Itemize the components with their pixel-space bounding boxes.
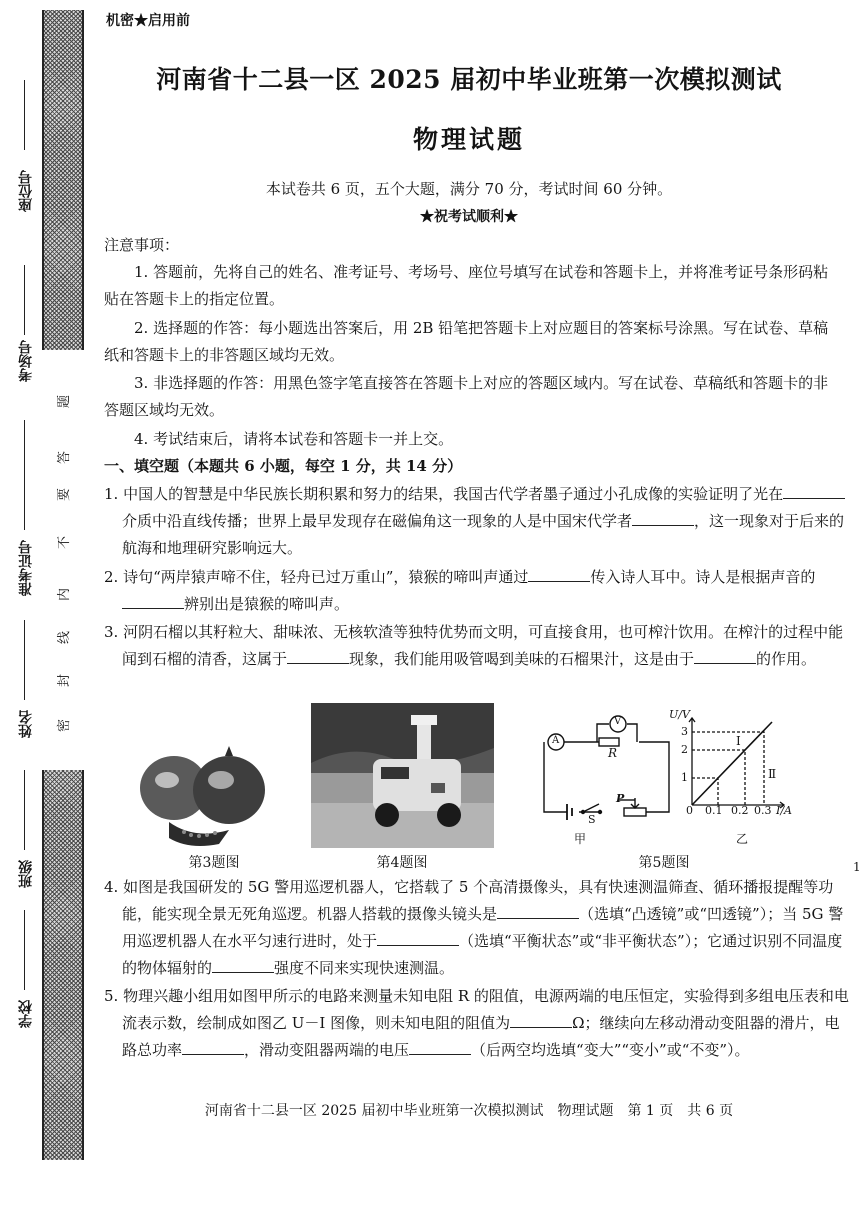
q3-text-b: 现象，我们能用吸管喝到美味的石榴果汁，这是由于 bbox=[349, 650, 695, 668]
figure5-caption: 第5题图 bbox=[638, 855, 690, 871]
note-item: 4. 考试结束后，请将本试卷和答题卡一并上交。 bbox=[134, 430, 454, 448]
switch-label: S bbox=[588, 813, 596, 826]
graph-xtick: 0.2 bbox=[731, 804, 749, 817]
graph-xtick: 0.1 bbox=[705, 804, 723, 817]
region-1-label: Ⅰ bbox=[736, 734, 741, 748]
seal-char: 封 bbox=[57, 673, 73, 688]
seat-label: 座位号 bbox=[18, 170, 34, 212]
seal-char: 答 bbox=[57, 450, 73, 465]
figure4-caption: 第4题图 bbox=[376, 855, 428, 871]
room-line bbox=[24, 265, 25, 335]
q4-text-d: 强度不同来实现快速测温。 bbox=[274, 959, 455, 977]
school-label: 学校 bbox=[18, 1000, 34, 1028]
answer-blank bbox=[409, 1040, 471, 1055]
q4-text-a: 4. 如图是我国研发的 5G 警用巡逻机器人，它搭载了 5 个高清摄像头，具有快速测温筛查、循环播报提醒等功能，能实现全景无死角巡逻。机器人搭载的摄像头镜头是 bbox=[104, 878, 834, 923]
name-line bbox=[24, 620, 25, 700]
police-robot-photo bbox=[311, 703, 494, 848]
class-label: 班级 bbox=[18, 860, 34, 888]
seal-char: 要 bbox=[57, 487, 73, 502]
answer-blank bbox=[528, 567, 590, 582]
pomegranate-photo bbox=[129, 740, 279, 850]
exam-info: 本试卷共 6 页，五个大题，满分 70 分，考试时间 60 分钟。 bbox=[265, 180, 673, 198]
seal-char: 密 bbox=[57, 718, 73, 733]
q4-text-b: （选填“凸透镜”或“凹透镜”）；当 5G 警用巡逻机器人在水平匀速行进时，处于 bbox=[122, 905, 844, 950]
ticket-label: 准考证号 bbox=[18, 540, 34, 596]
graph-ytick: 2 bbox=[681, 743, 688, 756]
figure3-caption: 第3题图 bbox=[188, 855, 240, 871]
answer-blank bbox=[783, 484, 845, 499]
q3-text-c: 的作用。 bbox=[756, 650, 817, 668]
seal-char: 题 bbox=[57, 394, 73, 409]
resistor-label: R bbox=[608, 746, 618, 760]
graph-xtick: 0.3 bbox=[754, 804, 772, 817]
answer-blank bbox=[497, 904, 579, 919]
school-line bbox=[24, 910, 25, 990]
circuit-figure-label: 甲 bbox=[574, 832, 587, 846]
answer-blank bbox=[122, 594, 184, 609]
note-item: 2. 选择题的作答：每小题选出答案后，用 2B 铅笔把答题卡上对应题目的答案标号涂黑。写在试卷、草稿纸和答题卡上的非答题区域均无效。 bbox=[104, 319, 829, 364]
binding-sidebar bbox=[0, 0, 104, 1227]
answer-blank bbox=[632, 511, 694, 526]
confidential-mark: 机密★启用前 bbox=[106, 13, 190, 29]
q4-text-c: （选填“平衡状态”或“非平衡状态”）；它通过识别不同温度的物体辐射的 bbox=[122, 932, 843, 977]
answer-blank bbox=[212, 958, 274, 973]
answer-blank bbox=[694, 649, 756, 664]
q5-text-d: （后两空均选填“变大”“变小”或“不变”）。 bbox=[471, 1041, 750, 1059]
q1-text-c: ，这一现象对于后来的航海和地理研究影响远大。 bbox=[122, 512, 845, 557]
q5-text-b: Ω；继续向左移动滑动变阻器的滑片，电路总功率 bbox=[122, 1014, 840, 1059]
right-edge-mark: 1 bbox=[853, 860, 861, 874]
region-2-label: Ⅱ bbox=[768, 767, 777, 781]
graph-ytick: 3 bbox=[681, 725, 688, 738]
graph-ylabel: U/V bbox=[669, 708, 690, 721]
ui-graph bbox=[684, 710, 794, 818]
answer-blank bbox=[287, 649, 349, 664]
answer-blank bbox=[510, 1013, 572, 1028]
seat-line bbox=[24, 80, 25, 150]
q1-text-a: 1. 中国人的智慧是中华民族长期积累和努力的结果，我国古代学者墨子通过小孔成像的实验证明了光在 bbox=[104, 485, 784, 503]
seal-char: 线 bbox=[57, 630, 73, 645]
q2-text-c: 辨别出是猿猴的啼叫声。 bbox=[184, 595, 350, 613]
circuit-diagram bbox=[519, 712, 679, 852]
wish-text: ★祝考试顺利★ bbox=[420, 209, 518, 225]
question-3 bbox=[104, 619, 852, 673]
question-1 bbox=[104, 481, 852, 562]
notes-heading: 注意事项： bbox=[104, 236, 180, 254]
question-4 bbox=[104, 874, 852, 982]
q2-text-b: 传入诗人耳中。诗人是根据声音的 bbox=[590, 568, 816, 586]
q5-text-a: 5. 物理兴趣小组用如图甲所示的电路来测量未知电阻 R 的阻值，电源两端的电压恒定，实验得到多组电压表和电流表示数，绘制成如图乙 U－I 图像，则未知电阻的阻值为 bbox=[104, 987, 849, 1032]
sidebar-hatch-top bbox=[42, 10, 84, 350]
q1-text-b: 介质中沿直线传播；世界上最早发现存在磁偏角这一现象的人是中国宋代学者 bbox=[122, 512, 633, 530]
ammeter-label: A bbox=[552, 735, 560, 746]
answer-blank bbox=[182, 1040, 244, 1055]
voltmeter-label: V bbox=[614, 716, 622, 727]
exam-title: 河南省十二县一区 2025 届初中毕业班第一次模拟测试 bbox=[156, 65, 782, 94]
seal-char: 不 bbox=[57, 535, 73, 550]
ticket-line bbox=[24, 420, 25, 530]
graph-figure-label: 乙 bbox=[736, 832, 749, 846]
section-heading: 一、填空题（本题共 6 小题，每空 1 分，共 14 分） bbox=[104, 457, 463, 475]
name-label: 姓名 bbox=[18, 710, 34, 738]
sidebar-hatch-bottom bbox=[42, 770, 84, 1160]
slider-label: P bbox=[616, 792, 625, 805]
question-2 bbox=[104, 564, 852, 618]
graph-xlabel: I/A bbox=[776, 804, 792, 817]
room-label: 考场号 bbox=[18, 340, 34, 382]
subject-title: 物理试题 bbox=[412, 125, 525, 154]
graph-ytick: 1 bbox=[681, 771, 688, 784]
note-item: 1. 答题前，先将自己的姓名、准考证号、考场号、座位号填写在试卷和答题卡上，并将准考证号条形码粘贴在答题卡上的指定位置。 bbox=[104, 263, 829, 308]
q5-text-c: ，滑动变阻器两端的电压 bbox=[244, 1041, 410, 1059]
answer-blank bbox=[377, 931, 459, 946]
graph-origin: 0 bbox=[686, 804, 693, 817]
question-5 bbox=[104, 983, 852, 1064]
note-item: 3. 非选择题的作答：用黑色签字笔直接答在答题卡上对应的答题区域内。写在试卷、草稿纸和答题卡的非答题区域均无效。 bbox=[104, 374, 829, 419]
q3-text-a: 3. 河阴石榴以其籽粒大、甜味浓、无核软渣等独特优势而文明，可直接食用，也可榨汁饮用。在榨汁的过程中能闻到石榴的清香，这属于 bbox=[104, 623, 844, 668]
seal-char: 内 bbox=[57, 587, 73, 602]
page-footer: 河南省十二县一区 2025 届初中毕业班第一次模拟测试 物理试题 第 1 页 共 6 页 bbox=[204, 1103, 734, 1119]
q2-text-a: 2. 诗句“两岸猿声啼不住，轻舟已过万重山”，猿猴的啼叫声通过 bbox=[104, 568, 529, 586]
class-line bbox=[24, 770, 25, 850]
